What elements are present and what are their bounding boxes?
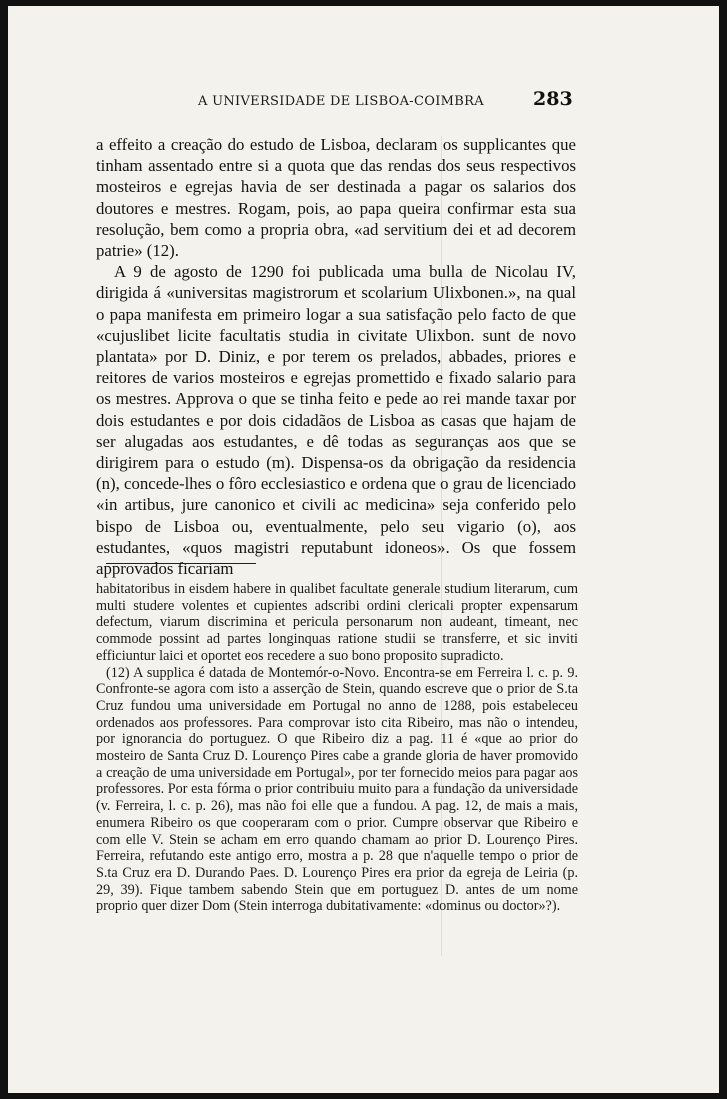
footnotes [96, 581, 578, 915]
page-number: 283 [533, 88, 573, 110]
body-paragraph: a effeito a creação do estudo de Lisboa, declaram os supplicantes que tinham assentado entre si a quota que das rendas dos seus respectivos mosteiros e egrejas havia de ser destinada a pagar os salarios dos doutores e mestres. Rogam, pois, ao papa queira confirmar esta sua resolução, bem como a propria obra, «ad servitium dei et ad decorem patrie» (12). [96, 135, 576, 261]
page-header [8, 88, 719, 118]
main-text [96, 134, 576, 579]
footnote-12: (12) A supplica é datada de Montemór-o-Novo. Encontra-se em Ferreira l. c. p. 9. Confronte-se agora com isto a asserção de Stein, quando escreve que o prior de S.ta Cruz fundou uma universidade em Portugal no anno de 1288, pois estabeleceu ordenados aos professores. Para comprovar isto cita Ribeiro, mas não o intendeu, por ignorancia do portuguez. O que Ribeiro diz a pag. 11 é «que ao prior do mosteiro de Santa Cruz D. Lourenço Pires cabe a grande gloria de haver promovido a creação de uma universidade em Portugal», por ter fornecido meios para pagar aos professores. Por esta fórma o prior contribuiu muito para a fundação da universidade (v. Ferreira, l. c. p. 26), mas não foi elle que a fundou. A pag. 12, de mais a mais, enumera Ribeiro os que cooperaram com o prior. Cumpre observar que Ribeiro e com elle V. Stein se acham em erro quando chamam ao prior D. Lourenço Pires. Ferreira, refutando este antigo erro, mostra a p. 28 que n'aquelle tempo o prior de S.ta Cruz era D. Durando Paes. D. Lourenço Pires era prior da egreja de Leiria (p. 29, 39). Fique tambem sabendo Stein que em portuguez D. antes de um nome proprio quer dizer Dom (Stein interroga dubitativamente: «dominus ou doctor»?). [96, 664, 578, 915]
book-page [8, 6, 719, 1093]
body-paragraph: A 9 de agosto de 1290 foi publicada uma bulla de Nicolau IV, dirigida á «universitas magistrorum et scolarium Ulixbonen.», na qual o papa manifesta em primeiro logar a sua satisfação pelo facto de que «cujuslibet licite facultatis studia in civitate Ulixbon. sunt de novo plantata» por D. Diniz, e por terem os prelados, abbades, priores e reitores de varios mosteiros e egrejas promettido e fixado salario para os mestres. Approva o que se tinha feito e pede ao rei mande taxar por dois estudantes e por dois cidadãos de Lisboa as casas que hajam de ser alugadas aos estudantes, e dê todas as seguranças aos que se dirigirem para o estudo (m). Dispensa-os da obrigação da residencia (n), concede-lhes o fôro ecclesiastico e ordena que o grau de licenciado «in artibus, jure canonico et civili ac medicina» seja conferido pelo bispo de Lisboa ou, eventualmente, pelo seu vigario (o), aos estudantes, «quos magistri reputabunt idoneos». Os que fossem approvados ficariam [96, 262, 576, 579]
footnote-continuation: habitatoribus in eisdem habere in qualibet facultate generale studium literarum, cum multi studere volentes et cupientes adscribi ordini clericali propter expensarum defectum, viarum discrimina et pericula personarum non audeant, timeant, nec commode possint ad partes longinquas ratione studii se transferre, et sic inviti efficiuntur laici et oportet eos recedere a suo bono proposito supradicto. [96, 581, 578, 664]
footnote-separator [106, 563, 256, 564]
running-title: A UNIVERSIDADE DE LISBOA-COIMBRA [198, 94, 484, 109]
